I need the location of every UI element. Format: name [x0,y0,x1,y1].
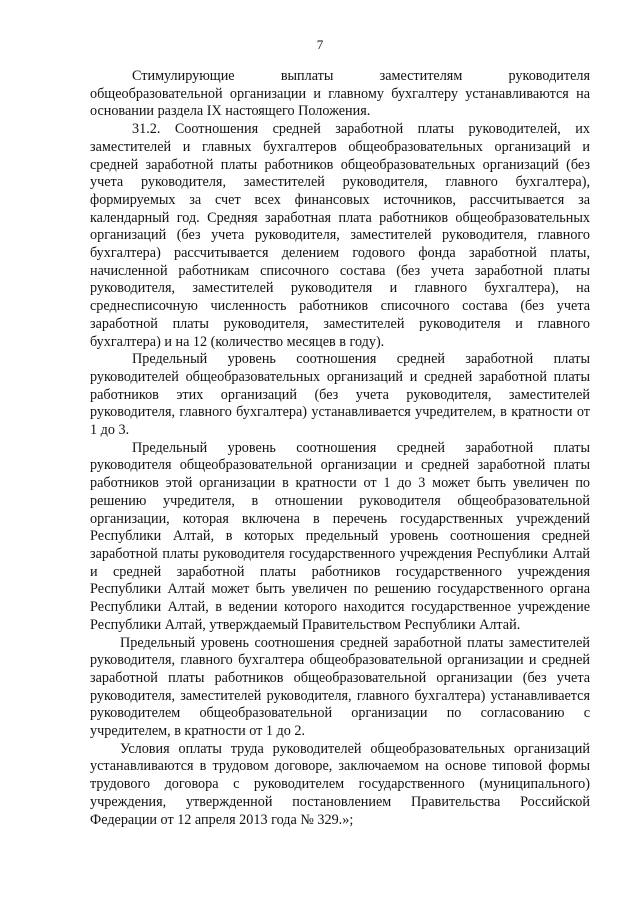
paragraph-31-2-salary-ratio: 31.2. Соотношения средней заработной платы руководителей, их заместителей и главных бухгалтеров общеобразовательных организаций и средней заработной платы работников общеобразовательных организаций (без учета руководителя, заместителей руководителя, главного бухгалтера), формируемых за счет всех финансовых источников, рассчитывается за календарный год. Средняя заработная плата работников общеобразовательных организаций (без учета руководителя, заместителей руководителя, главного бухгалтера) рассчитывается делением годового фонда заработной платы, начисленной работникам списочного состава (без учета заработной платы руководителя, заместителей руководителя и главного бухгалтера), на среднесписочную численность работников списочного состава (без учета заработной платы руководителя, заместителей руководителя и главного бухгалтера) и на 12 (количество месяцев в году). [90,121,590,350]
paragraph-limit-level-heads: Предельный уровень соотношения средней заработной платы руководителей общеобразовательных организаций и средней заработной платы работников этих организаций (без учета руководителя, заместителей руководителя, главного бухгалтера) устанавливается учредителем, в кратности от 1 до 3. [90,351,590,439]
paragraph-limit-level-increase: Предельный уровень соотношения средней заработной платы руководителя общеобразовательной организации и средней заработной платы работников этой организации в кратности от 1 до 3 может быть увеличен по решению учредителя, в отношении руководителя общеобразовательной организации, которая включена в перечень государственных учреждений Республики Алтай, в которых предельный уровень соотношения средней заработной платы руководителя государственного учреждения Республики Алтай и средней заработной платы работников государственного учреждения Республики Алтай может быть увеличен по решению государственного органа Республики Алтай, в ведении которого находится государственное учреждение Республики Алтай, утверждаемый Правительством Республики Алтай. [90,439,590,633]
page-number: 7 [316,37,324,52]
paragraph-stimulating-payments: Стимулирующие выплаты заместителям руководителя общеобразовательной организации и главному бухгалтеру устанавливаются на основании раздела IX настоящего Положения. [90,68,590,120]
paragraph-limit-level-deputies: Предельный уровень соотношения средней заработной платы заместителей руководителя, главного бухгалтера общеобразовательной организации и средней заработной платы работников общеобразовательной организации (без учета руководителя, заместителей руководителя, главного бухгалтера) устанавливается руководителем общеобразовательной организации по согласованию с учредителем, в кратности от 1 до 2. [90,634,590,740]
document-body [90,68,590,829]
paragraph-labor-conditions: Условия оплаты труда руководителей общеобразовательных организаций устанавливаются в трудовом договоре, заключаемом на основе типовой формы трудового договора с руководителем государственного (муниципального) учреждения, утвержденной постановлением Правительства Российской Федерации от 12 апреля 2013 года № 329.»; [90,740,590,828]
